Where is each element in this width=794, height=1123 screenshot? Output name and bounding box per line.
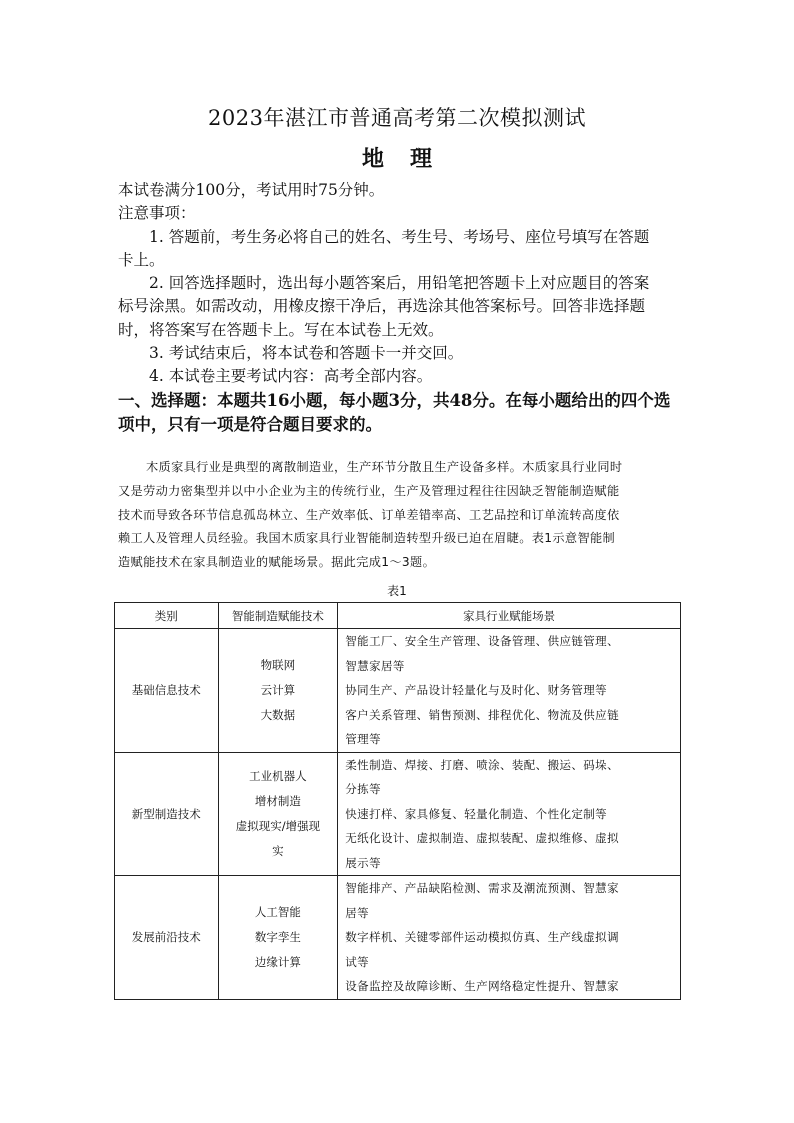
cell-scene xyxy=(338,752,681,876)
scene-line: 客户关系管理、销售预测、排程优化、物流及供应链 xyxy=(345,707,619,722)
cell-tech xyxy=(218,629,338,753)
scene-line: 数字样机、关键零部件运动模拟仿真、生产线虚拟调 xyxy=(345,930,619,944)
tech-item: 虚拟现实/增强现 xyxy=(235,818,321,833)
scene-line: 柔性制造、焊接、打磨、喷涂、装配、搬运、码垛、 xyxy=(345,757,619,772)
tech-item: 数字孪生 xyxy=(254,929,301,944)
scenario-table xyxy=(114,602,681,1000)
subject-char-2: 理 xyxy=(410,146,433,172)
tech-item: 工业机器人 xyxy=(249,768,307,783)
notice-line: 2. 回答选择题时，选出每小题答案后，用铅笔把答题卡上对应题目的答案 xyxy=(149,274,650,293)
table-row xyxy=(115,752,681,876)
tech-item: 人工智能 xyxy=(254,904,301,919)
tech-item: 物联网 xyxy=(260,657,296,672)
tech-item: 实 xyxy=(272,843,284,858)
cell-category: 新型制造技术 xyxy=(115,752,219,876)
passage-line: 赖工人及管理人员经验。我国木质家具行业智能制造转型升级已迫在眉睫。表1示意智能制 xyxy=(118,531,616,546)
passage-line: 技术而导致各环节信息孤岛林立、生产效率低、订单差错率高、工艺品控和订单流转高度依 xyxy=(118,507,620,522)
notice-line: 卡上。 xyxy=(118,250,165,269)
instructions xyxy=(118,179,678,437)
scene-line: 设备监控及故障诊断、生产网络稳定性提升、智慧家 xyxy=(345,979,619,993)
tech-item: 大数据 xyxy=(260,707,296,722)
scene-line: 居等 xyxy=(345,905,370,920)
cell-tech xyxy=(218,876,338,1000)
table-caption: 表1 xyxy=(387,584,407,598)
section-heading-line: 项中，只有一项是符合题目要求的。 xyxy=(118,414,382,434)
scene-line: 试等 xyxy=(345,954,370,969)
table-header-row xyxy=(115,603,681,629)
tech-item: 边缘计算 xyxy=(254,954,301,969)
scene-line: 快速打样、家具修复、轻量化制造、个性化定制等 xyxy=(345,806,608,821)
scene-line: 管理等 xyxy=(345,732,381,746)
scene-line: 分拣等 xyxy=(345,782,381,796)
passage xyxy=(118,456,680,575)
cell-category: 基础信息技术 xyxy=(115,629,219,753)
header-tech: 智能制造赋能技术 xyxy=(218,603,338,629)
intro-line: 本试卷满分100分，考试用时75分钟。 xyxy=(118,181,385,199)
passage-line: 造赋能技术在家具制造业的赋能场景。据此完成1～3题。 xyxy=(118,555,436,570)
subject-char-1: 地 xyxy=(361,146,384,172)
tech-item: 云计算 xyxy=(260,682,296,697)
header-category: 类别 xyxy=(115,603,219,629)
scene-line: 协同生产、产品设计轻量化与及时化、财务管理等 xyxy=(345,683,608,697)
scene-line: 智能工厂、安全生产管理、设备管理、供应链管理、 xyxy=(345,634,619,648)
notice-heading: 注意事项： xyxy=(118,204,196,223)
notice-line: 3. 考试结束后，将本试卷和答题卡一并交回。 xyxy=(149,344,464,363)
passage-line: 又是劳动力密集型并以中小企业为主的传统行业，生产及管理过程往往因缺乏智能制造赋能 xyxy=(118,483,620,498)
scene-line: 无纸化设计、虚拟制造、虚拟装配、虚拟维修、虚拟 xyxy=(345,831,619,845)
cell-scene xyxy=(338,876,681,1000)
notice-line: 1. 答题前，考生务必将自己的姓名、考生号、考场号、座位号填写在答题 xyxy=(149,227,650,246)
notice-line: 4. 本试卷主要考试内容：高考全部内容。 xyxy=(149,367,433,386)
passage-line: 木质家具行业是典型的离散制造业，生产环节分散且生产设备多样。木质家具行业同时 xyxy=(146,460,623,474)
header-scene: 家具行业赋能场景 xyxy=(338,603,681,629)
cell-scene xyxy=(338,629,681,753)
notice-line: 时，将答案写在答题卡上。写在本试卷上无效。 xyxy=(118,320,444,339)
cell-tech xyxy=(218,752,338,876)
scene-line: 展示等 xyxy=(345,855,381,870)
table-row xyxy=(115,629,681,753)
tech-item: 增材制造 xyxy=(254,793,301,808)
section-heading-line: 一、选择题：本题共16小题，每小题3分，共48分。在每小题给出的四个选 xyxy=(118,390,671,410)
exam-title: 2023年湛江市普通高考第二次模拟测试 xyxy=(208,106,586,130)
scene-line: 智能排产、产品缺陷检测、需求及潮流预测、智慧家 xyxy=(345,881,619,895)
subject-title xyxy=(0,144,794,174)
scene-line: 智慧家居等 xyxy=(345,658,405,673)
table-row xyxy=(115,876,681,1000)
cell-category: 发展前沿技术 xyxy=(115,876,219,1000)
notice-line: 标号涂黑。如需改动，用橡皮擦干净后，再选涂其他答案标号。回答非选择题 xyxy=(118,297,646,316)
